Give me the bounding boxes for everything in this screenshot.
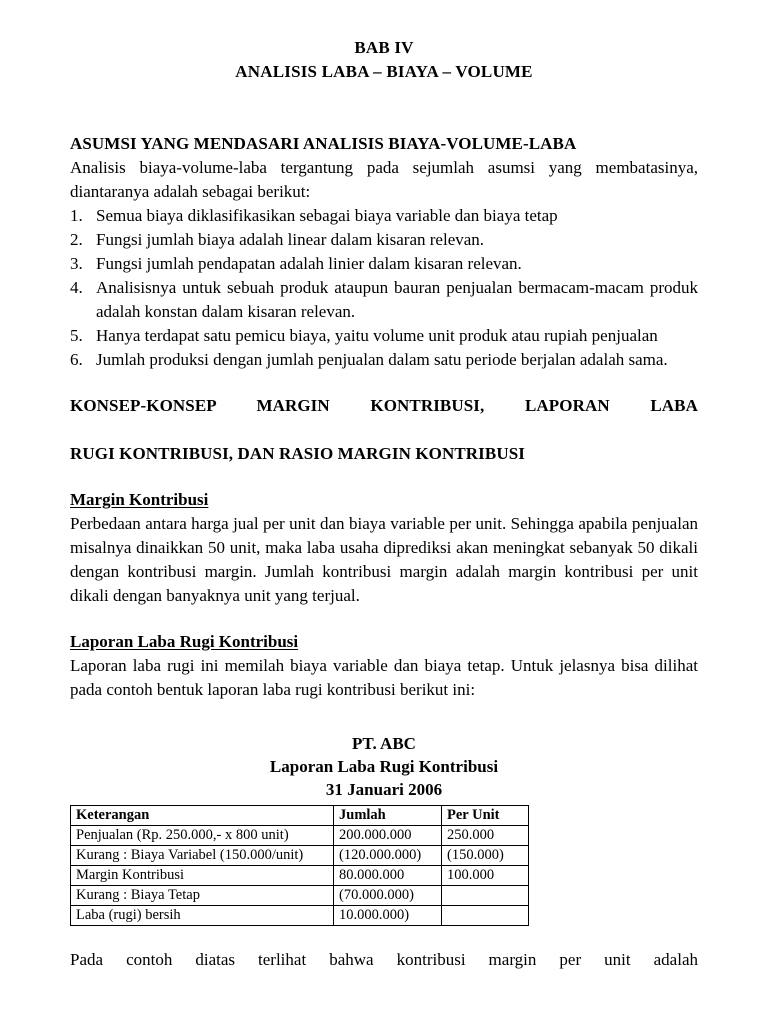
table-container	[70, 805, 698, 926]
spacer	[70, 702, 698, 724]
list-item-number: 5.	[70, 326, 83, 345]
cell-keterangan: Penjualan (Rp. 250.000,- x 800 unit)	[71, 826, 334, 846]
list-item	[70, 228, 698, 252]
subheading-margin-kontribusi: Margin Kontribusi	[70, 490, 209, 509]
cell-jumlah: (120.000.000)	[334, 846, 442, 866]
list-item	[70, 348, 698, 372]
cell-keterangan: Kurang : Biaya Tetap	[71, 886, 334, 906]
cell-per-unit: 100.000	[442, 866, 529, 886]
heading-konsep-line1	[70, 394, 698, 442]
list-item-number: 3.	[70, 254, 83, 273]
list-item-text: Fungsi jumlah biaya adalah linear dalam kisaran relevan.	[96, 230, 485, 249]
list-item	[70, 204, 698, 228]
table-row	[71, 906, 529, 926]
paragraph-laporan-laba-rugi: Laporan laba rugi ini memilah biaya variable dan biaya tetap. Untuk jelasnya bisa dilihat pada contoh bentuk laporan laba rugi kontribusi berikut ini:	[70, 656, 698, 699]
list-item-number: 2.	[70, 230, 83, 249]
chapter-title: ANALISIS LABA – BIAYA – VOLUME	[235, 62, 533, 81]
statement-company: PT. ABC	[352, 734, 416, 753]
statement-title-block	[70, 732, 698, 801]
cell-per-unit	[442, 886, 529, 906]
spacer	[70, 110, 698, 132]
table-row	[71, 826, 529, 846]
table-row	[71, 846, 529, 866]
statement-date: 31 Januari 2006	[325, 780, 443, 799]
spacer	[70, 372, 698, 394]
table-header-row	[71, 806, 529, 826]
heading-asumsi: ASUMSI YANG MENDASARI ANALISIS BIAYA-VOLUME-LABA	[70, 134, 577, 153]
assumption-list	[70, 204, 698, 372]
list-item-number: 6.	[70, 350, 83, 369]
statement-title: Laporan Laba Rugi Kontribusi	[269, 757, 499, 776]
cell-per-unit	[442, 906, 529, 926]
column-header-keterangan: Keterangan	[71, 806, 334, 826]
list-item-number: 4.	[70, 278, 83, 297]
column-header-per-unit: Per Unit	[442, 806, 529, 826]
spacer	[70, 466, 698, 488]
cell-jumlah: 200.000.000	[334, 826, 442, 846]
spacer	[70, 926, 698, 948]
cell-keterangan: Laba (rugi) bersih	[71, 906, 334, 926]
list-item-text: Analisisnya untuk sebuah produk ataupun bauran penjualan bermacam-macam produk adalah konstan dalam kisaran relevan.	[96, 278, 698, 321]
list-item-text: Jumlah produksi dengan jumlah penjualan dalam satu periode berjalan adalah sama.	[96, 350, 668, 369]
paragraph-asumsi-intro: Analisis biaya-volume-laba tergantung pada sejumlah asumsi yang membatasinya, diantaranya adalah sebagai berikut:	[70, 158, 698, 201]
table-row	[71, 866, 529, 886]
spacer	[70, 84, 698, 110]
contribution-income-statement-table	[70, 805, 529, 926]
column-header-jumlah: Jumlah	[334, 806, 442, 826]
table-row	[71, 886, 529, 906]
list-item-text: Fungsi jumlah pendapatan adalah linier dalam kisaran relevan.	[96, 254, 522, 273]
cell-keterangan: Kurang : Biaya Variabel (150.000/unit)	[71, 846, 334, 866]
chapter-title-block	[70, 36, 698, 84]
spacer	[70, 608, 698, 630]
cell-per-unit: (150.000)	[442, 846, 529, 866]
list-item-text: Hanya terdapat satu pemicu biaya, yaitu volume unit produk atau rupiah penjualan	[96, 326, 658, 345]
list-item	[70, 324, 698, 348]
cell-keterangan: Margin Kontribusi	[71, 866, 334, 886]
spacer	[70, 724, 698, 732]
cell-jumlah: 80.000.000	[334, 866, 442, 886]
list-item	[70, 276, 698, 324]
cell-jumlah: 10.000.000)	[334, 906, 442, 926]
paragraph-margin-kontribusi: Perbedaan antara harga jual per unit dan biaya variable per unit. Sehingga apabila penjualan misalnya dinaikkan 50 unit, maka laba usaha diprediksi akan meningkat sebanyak 50 dikali dengan kontribusi margin. Jumlah kontribusi margin adalah margin kontribusi per unit dikali dengan banyaknya unit yang terjual.	[70, 514, 698, 605]
heading-konsep-line2: RUGI KONTRIBUSI, DAN RASIO MARGIN KONTRIBUSI	[70, 444, 525, 463]
page-content	[70, 0, 698, 996]
list-item-number: 1.	[70, 206, 83, 225]
chapter-label: BAB IV	[354, 38, 414, 57]
heading-konsep-line1-text: KONSEP-KONSEP MARGIN KONTRIBUSI, LAPORAN LABA	[70, 396, 698, 415]
cell-jumlah: (70.000.000)	[334, 886, 442, 906]
subheading-laporan-laba-rugi: Laporan Laba Rugi Kontribusi	[70, 632, 299, 651]
paragraph-closing: Pada contoh diatas terlihat bahwa kontribusi margin per unit adalah	[70, 950, 698, 969]
cell-per-unit: 250.000	[442, 826, 529, 846]
list-item-text: Semua biaya diklasifikasikan sebagai biaya variable dan biaya tetap	[96, 206, 558, 225]
list-item	[70, 252, 698, 276]
